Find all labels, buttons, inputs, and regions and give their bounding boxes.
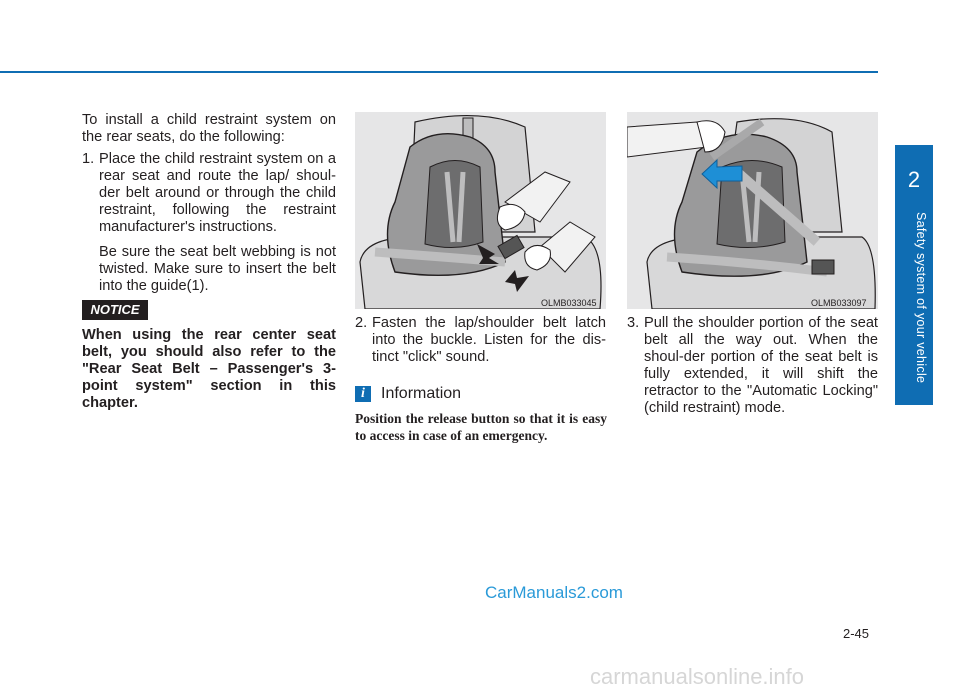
column-2 (355, 315, 606, 366)
intro-text: To install a child restraint system on the rear seats, do the following: (82, 112, 336, 145)
chapter-title: Safety system of your vehicle (914, 212, 928, 384)
information-heading (355, 385, 461, 403)
step-text: Pull the shoulder portion of the seat belt all the way out. When the shoul-der portion of the seat belt is fully extended, it will shift the retractor to the "Automatic Locking" (child restraint) mode. (644, 315, 878, 416)
figure-code: OLMB033045 (541, 298, 597, 308)
column-3 (627, 315, 878, 417)
step-number: 2. (355, 315, 368, 331)
notice-badge: NOTICE (82, 300, 148, 320)
information-label: Information (381, 385, 462, 402)
site-watermark[interactable]: CarManuals2.com (485, 583, 623, 602)
footer-watermark: carmanualsonline.info (590, 664, 805, 689)
figure-retractor (627, 112, 878, 309)
figure-code: OLMB033097 (811, 298, 867, 308)
step-text: Place the child restraint system on a rear seat and route the lap/ shoul-der belt around or through the child restraint, following the restraint manufacturer's instructions. (99, 151, 336, 235)
figure-buckle-latch (355, 112, 606, 309)
column-1 (82, 112, 336, 295)
step-3 (627, 315, 878, 417)
step-number: 1. (82, 151, 95, 167)
child-seat-retractor-illustration (627, 112, 878, 309)
information-text: Position the release button so that it is easy to access in case of an emergency. (355, 411, 607, 443)
step-1-note: Be sure the seat belt webbing is not twisted. Make sure to insert the belt into the guide(1). (99, 244, 336, 294)
step-text: Fasten the lap/shoulder belt latch into the buckle. Listen for the dis-tinct "click" sound. (372, 315, 606, 365)
info-icon: i (355, 386, 371, 402)
header-rule (0, 71, 878, 73)
child-seat-buckle-illustration (355, 112, 606, 309)
page-number: 2-45 (843, 626, 870, 641)
chapter-number: 2 (907, 167, 921, 192)
step-number: 3. (627, 315, 640, 331)
step-2 (355, 315, 606, 366)
notice-text: When using the rear center seat belt, you should also refer to the "Rear Seat Belt – Passenger's 3-point system" section in this chapter. (82, 327, 336, 411)
step-1 (82, 151, 336, 236)
